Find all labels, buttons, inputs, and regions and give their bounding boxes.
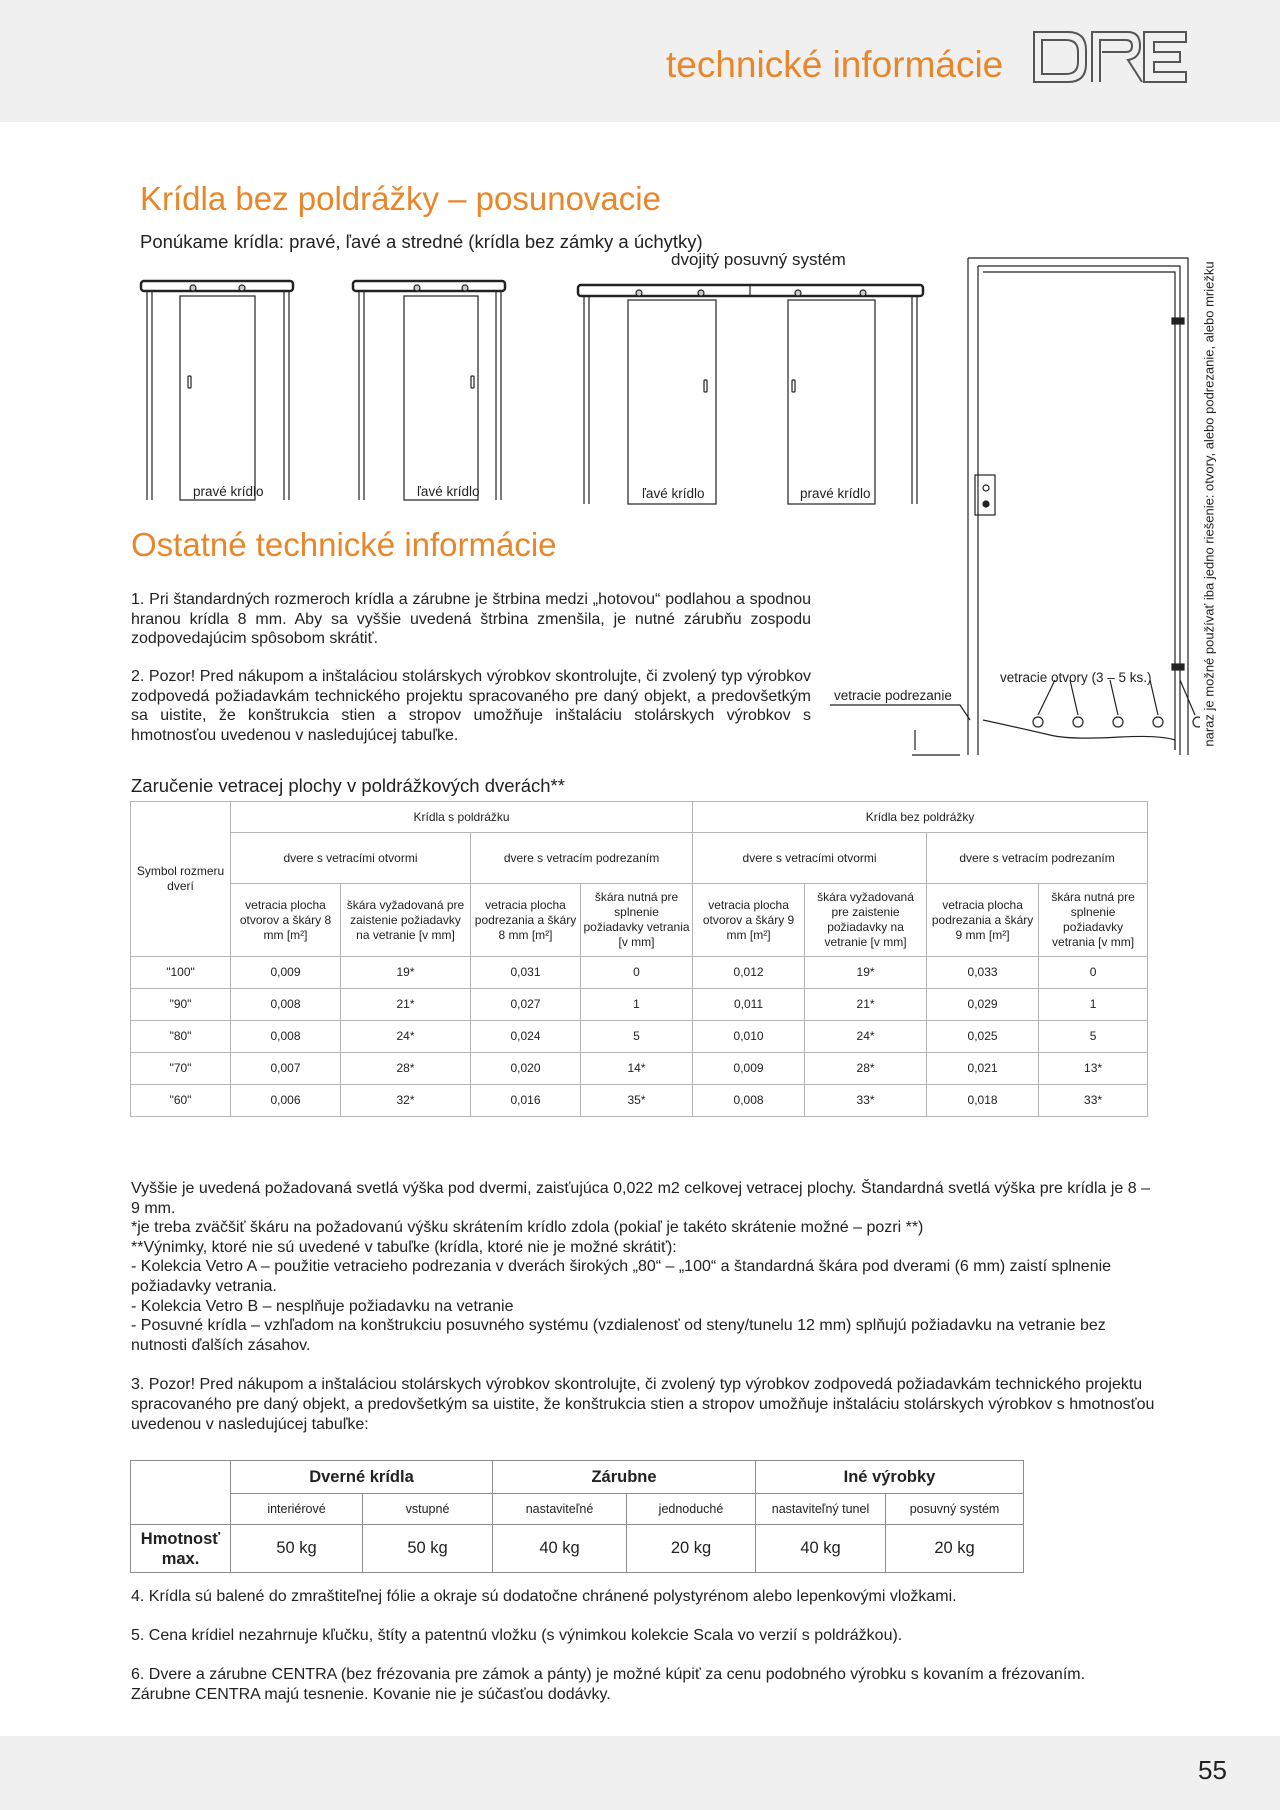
cell: 50 kg — [363, 1525, 493, 1573]
sub-header: nastaviteľné — [493, 1494, 627, 1525]
table-row — [131, 1053, 1148, 1085]
table-row — [131, 957, 1148, 989]
cell: 0,021 — [927, 1053, 1039, 1085]
sliding-doors-heading: Krídla bez poldrážky – posunovacie — [140, 180, 661, 217]
cell: "90" — [131, 989, 231, 1021]
cell: 0,006 — [231, 1085, 341, 1117]
row-label: Hmotnosť max. — [131, 1525, 231, 1573]
cell: 0,007 — [231, 1053, 341, 1085]
cell: 0,024 — [471, 1021, 581, 1053]
cell: 0,009 — [231, 957, 341, 989]
cell: 40 kg — [756, 1525, 886, 1573]
cell: "60" — [131, 1085, 231, 1117]
cell: "70" — [131, 1053, 231, 1085]
col-header: vetracia plocha otvorov a škáry 8 mm [m²] — [231, 884, 341, 957]
sub-header: nastaviteľný tunel — [756, 1494, 886, 1525]
col-header: vetracia plocha podrezania a škáry 9 mm [m²] — [927, 884, 1039, 957]
cell: 21* — [341, 989, 471, 1021]
cell: 0,008 — [231, 1021, 341, 1053]
cell: 0,027 — [471, 989, 581, 1021]
door-label-left-2: ľavé krídlo — [642, 486, 705, 501]
sliding-doors-diagram — [138, 248, 928, 510]
footer-bar — [0, 1736, 1280, 1810]
cell: 0 — [1039, 957, 1148, 989]
note-line: - Kolekcia Vetro A – použitie vetracieho podrezania v dverách širokých „80“ – „100“ a štandardná škára pod dverami (6 mm) zaistí splnenie požiadavky vetrania. — [131, 1258, 1112, 1295]
door-label-right-2: pravé krídlo — [800, 486, 871, 501]
door-label-left-1: ľavé krídlo — [417, 484, 480, 499]
page-title: technické informácie — [666, 44, 1004, 85]
cell: 19* — [341, 957, 471, 989]
table-row — [131, 1085, 1148, 1117]
cell: 0,033 — [927, 957, 1039, 989]
cell: 13* — [1039, 1053, 1148, 1085]
cell: 1 — [1039, 989, 1148, 1021]
subheader-cut: dvere s vetracím podrezaním — [927, 833, 1148, 884]
cell: 19* — [805, 957, 927, 989]
table-row — [131, 1021, 1148, 1053]
cell: 5 — [581, 1021, 693, 1053]
sub-header: posuvný systém — [886, 1494, 1024, 1525]
note-line: - Kolekcia Vetro B – nesplňuje požiadavku na vetranie — [131, 1297, 514, 1315]
cell: 28* — [341, 1053, 471, 1085]
sub-header: vstupné — [363, 1494, 493, 1525]
cell: 0,031 — [471, 957, 581, 989]
group-header-with-rebate: Krídla s poldrážku — [231, 802, 693, 833]
cell: 33* — [805, 1085, 927, 1117]
cell: 32* — [341, 1085, 471, 1117]
col-header: vetracia plocha otvorov a škáry 9 mm [m²] — [693, 884, 805, 957]
subheader-holes: dvere s vetracími otvormi — [231, 833, 471, 884]
cell: 0,018 — [927, 1085, 1039, 1117]
cell: 28* — [805, 1053, 927, 1085]
sub-header: interiérové — [231, 1494, 363, 1525]
paragraph-6: 6. Dvere a zárubne CENTRA (bez frézovania pre zámok a pánty) je možné kúpiť za cenu podobného výrobku s kovaním a frézovaním. — [131, 1666, 1086, 1683]
cell: 20 kg — [886, 1525, 1024, 1573]
cell: 24* — [805, 1021, 927, 1053]
note-line: *je treba zväčšiť škáru na požadovanú výšku skrátením krídlo zdola (pokiaľ je takéto skrátenie možné – pozri **) — [131, 1219, 924, 1237]
vent-area-table — [130, 801, 1148, 1117]
col-header: vetracia plocha podrezania a škáry 8 mm [m²] — [471, 884, 581, 957]
notes-block — [131, 1179, 1157, 1434]
note-line: Vyššie je uvedená požadovaná svetlá výška pod dvermi, zaisťujúca 0,022 m2 celkovej vetracej plochy. Štandardná svetlá výška pre krídla je 8 – 9 mm. — [131, 1180, 1150, 1217]
paragraph-5: 5. Cena krídiel nezahrnuje kľučku, štíty a patentnú vložku (s výnimkou kolekcie Scala vo verzií s poldrážkou). — [131, 1627, 903, 1644]
other-info-heading: Ostatné technické informácie — [131, 526, 557, 563]
cell: "100" — [131, 957, 231, 989]
cell: 0,011 — [693, 989, 805, 1021]
vent-holes-label: vetracie otvory (3 – 5 ks.) — [1000, 670, 1152, 685]
symbol-header: Symbol rozmeru dverí — [131, 802, 231, 957]
cell: 0,029 — [927, 989, 1039, 1021]
door-diagram-left-wing — [353, 281, 505, 500]
sub-header: jednoduché — [627, 1494, 756, 1525]
cell: 21* — [805, 989, 927, 1021]
group-header: Zárubne — [493, 1461, 756, 1494]
cell: 0,010 — [693, 1021, 805, 1053]
group-header-without-rebate: Krídla bez poldrážky — [693, 802, 1148, 833]
paragraph-2: 2. Pozor! Pred nákupom a inštaláciou stolárskych výrobkov skontrolujte, či zvolený typ výrobkov zodpovedá požiadavkám technického projektu spracovaného pre daný objekt, a predovšetkým sa uistite, že konštrukcia stien a stropov umožňuje inštaláciu stolárskych výrobkov s hmotnosťou uvedenou v nasledujúcej tabuľke. — [131, 668, 811, 744]
group-header: Dverné krídla — [231, 1461, 493, 1494]
paragraph-4: 4. Krídla sú balené do zmraštiteľnej fólie a okraje sú dodatočne chránené polystyrénom alebo lepenkovými vložkami. — [131, 1588, 957, 1605]
group-header: Iné výrobky — [756, 1461, 1024, 1494]
weight-table-corner — [131, 1461, 231, 1525]
paragraph-1: 1. Pri štandardných rozmeroch krídla a zárubne je štrbina medzi „hotovou“ podlahou a spodnou hranou krídla 8 mm. Aby sa vyššie uvedená štrbina zmenšila, je nutné zárubňu zospodu zodpovedajúcim spôsobom skrátiť. — [131, 591, 811, 647]
cell: 0,012 — [693, 957, 805, 989]
weight-table — [130, 1460, 1024, 1573]
cell: 0,009 — [693, 1053, 805, 1085]
col-header: škára nutná pre splnenie požiadavky vetrania [v mm] — [581, 884, 693, 957]
cell: 0,016 — [471, 1085, 581, 1117]
cell: "80" — [131, 1021, 231, 1053]
door-label-right-1: pravé krídlo — [193, 484, 264, 499]
cell: 40 kg — [493, 1525, 627, 1573]
sliding-doors-intro: Ponúkame krídla: pravé, ľavé a stredné (krídla bez zámky a úchytky) — [140, 231, 703, 252]
cell: 0 — [581, 957, 693, 989]
cell: 1 — [581, 989, 693, 1021]
cell: 24* — [341, 1021, 471, 1053]
col-header: škára nutná pre splnenie požiadavky vetrania [v mm] — [1039, 884, 1148, 957]
side-note-text: naraz je možné používať iba jedno riešenie: otvory, alebo podrezanie, alebo mriežku — [1201, 261, 1217, 747]
vent-cut-label: vetracie podrezanie — [834, 688, 952, 703]
subheader-holes: dvere s vetracími otvormi — [693, 833, 927, 884]
cell: 14* — [581, 1053, 693, 1085]
paragraph-3: 3. Pozor! Pred nákupom a inštaláciou stolárskych výrobkov skontrolujte, či zvolený typ výrobkov zodpovedá požiadavkám technického projektu spracovaného pre daný objekt, a predovšetkým sa uistite, že konštrukcia stien a stropov umožňuje inštaláciu stolárskych výrobkov s hmotnosťou uvedenou v nasledujúcej tabuľke: — [131, 1376, 1155, 1433]
cell: 0,008 — [693, 1085, 805, 1117]
cell: 0,020 — [471, 1053, 581, 1085]
cell: 20 kg — [627, 1525, 756, 1573]
brand-logo — [1030, 28, 1190, 86]
col-header: škára vyžadovaná pre zaistenie požiadavky na vetranie [v mm] — [341, 884, 471, 957]
cell: 0,025 — [927, 1021, 1039, 1053]
col-header: škára vyžadovaná pre zaistenie požiadavky na vetranie [v mm] — [805, 884, 927, 957]
cell: 35* — [581, 1085, 693, 1117]
cell: 50 kg — [231, 1525, 363, 1573]
subheader-cut: dvere s vetracím podrezaním — [471, 833, 693, 884]
note-line: - Posuvné krídla – vzhľadom na konštrukciu posuvného systému (vzdialenosť od steny/tunelu 12 mm) splňujú požiadavku na vetranie bez nutnosti ďalších zásahov. — [131, 1317, 1106, 1354]
vent-table-title: Zaručenie vetracej plochy v poldrážkových dverách** — [131, 775, 565, 796]
paragraph-6-continued: Zárubne CENTRA majú tesnenie. Kovanie nie je súčasťou dodávky. — [131, 1686, 611, 1703]
page-number: 55 — [1198, 1755, 1227, 1785]
vertical-side-note — [1199, 254, 1219, 754]
cell: 33* — [1039, 1085, 1148, 1117]
cell: 0,008 — [231, 989, 341, 1021]
note-line: **Výnimky, ktoré nie sú uvedené v tabuľke (krídla, ktoré nie je možné skrátiť): — [131, 1238, 677, 1256]
table-row — [131, 989, 1148, 1021]
double-system-label: dvojitý posuvný systém — [671, 250, 846, 269]
cell: 5 — [1039, 1021, 1148, 1053]
table-row — [131, 1525, 1024, 1573]
door-diagram-right-wing — [141, 281, 293, 500]
